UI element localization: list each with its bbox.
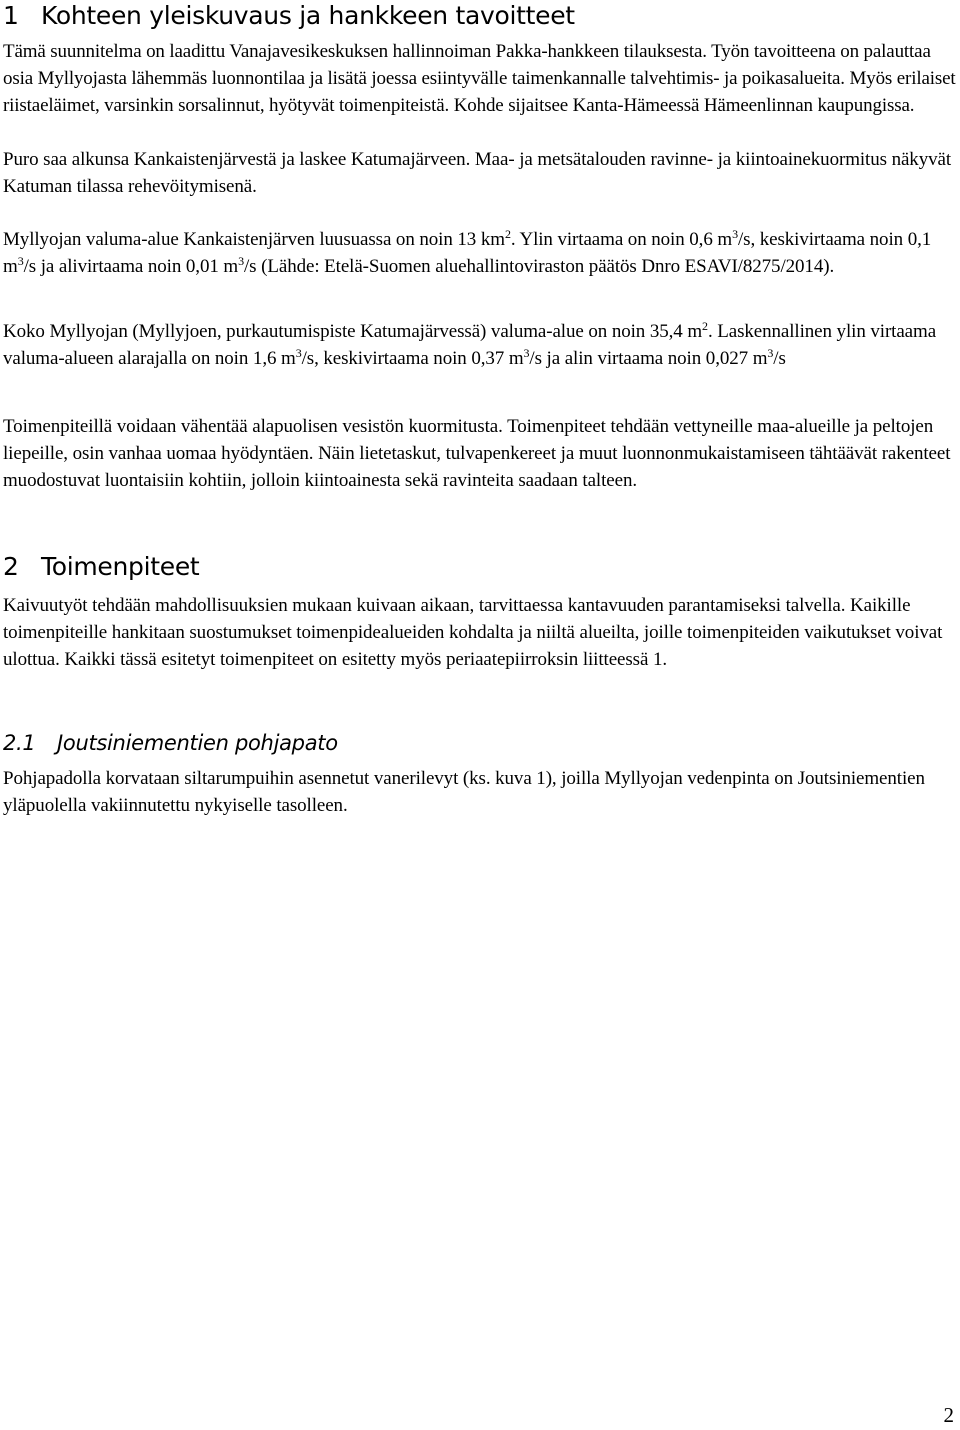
- section-2-1-title: Joutsiniementien pohjapato: [57, 731, 338, 755]
- section-2-1-heading: [3, 730, 338, 756]
- section-2-title: Toimenpiteet: [41, 552, 200, 581]
- section-1-paragraph-5: Toimenpiteillä voidaan vähentää alapuolisen vesistön kuormitusta. Toimenpiteet tehdään vettyneille maa-alueille ja peltojen liepeille, osin vanhaa uomaa hyödyntäen. Näin lietetaskut, tulvapenkereet ja muut luonnonmukaistamiseen tähtäävät rakenteet muodostuvat luontaisiin kohtiin, jolloin kiintoainesta sekä ravinteita saadaan talteen.: [3, 416, 951, 492]
- section-2-heading: [3, 552, 199, 582]
- section-1-paragraph-2: Puro saa alkunsa Kankaistenjärvestä ja laskee Katumajärveen. Maa- ja metsätalouden ravinne- ja kiintoainekuormitus näkyvät Katuman tilassa rehevöitymisenä.: [3, 149, 952, 198]
- section-1-heading: [3, 1, 575, 31]
- section-2-1-number: 2.1: [3, 731, 36, 755]
- section-1-paragraph-1: Tämä suunnitelma on laadittu Vanajavesikeskuksen hallinnoiman Pakka-hankkeen tilauksesta. Työn tavoitteena on palauttaa osia Myllyojasta lähemmäs luonnontilaa ja lisätä joessa esiintyvälle taimenkannalle talvehtimis- ja poikasalueita. Myös erilaiset riistaeläimet, varsinkin sorsalinnut, hyötyvät toimenpiteistä. Kohde sijaitsee Kanta-Hämeessä Hämeenlinnan kaupungissa.: [3, 41, 956, 117]
- section-1-number: 1: [3, 1, 19, 30]
- section-1-title: Kohteen yleiskuvaus ja hankkeen tavoitteet: [41, 1, 575, 30]
- page-number: 2: [943, 1403, 954, 1427]
- section-1-paragraph-3: Myllyojan valuma-alue Kankaistenjärven luusuassa on noin 13 $km^2$. Ylin virtaama on noin 0,6 $m^3/s$, keskivirtaama noin 0,1 $m^3/s$ ja alivirtaama noin 0,01 $m^3/s$ (Lähde: Etelä-Suomen aluehallintoviraston päätös Dnro ESAVI/8275/2014).: [3, 227, 932, 278]
- section-2-1-paragraph-1: Pohjapadolla korvataan siltarumpuihin asennetut vanerilevyt (ks. kuva 1), joilla Myllyojan vedenpinta on Joutsiniementien yläpuolella vakiinnutettu nykyiselle tasolleen.: [3, 768, 925, 817]
- section-2-paragraph-1: Kaivuutyöt tehdään mahdollisuuksien mukaan kuivaan aikaan, tarvittaessa kantavuuden parantamiseksi talvella. Kaikille toimenpiteille hankitaan suostumukset toimenpidealueiden kohdalta ja niiltä alueilta, joille toimenpiteiden vaikutukset voivat ulottua. Kaikki tässä esitetyt toimenpiteet on esitetty myös periaatepiirroksin liitteessä 1.: [3, 595, 943, 671]
- section-2-number: 2: [3, 552, 19, 581]
- section-1-paragraph-4: Koko Myllyojan (Myllyjoen, purkautumispiste Katumajärvessä) valuma-alue on noin 35,4 $m^2$. Laskennallinen ylin virtaama valuma-alueen alarajalla on noin 1,6 $m^3/s$, keskivirtaama noin 0,37 $m^3/s$ ja alin virtaama noin 0,027 $m^3/s$: [3, 319, 937, 370]
